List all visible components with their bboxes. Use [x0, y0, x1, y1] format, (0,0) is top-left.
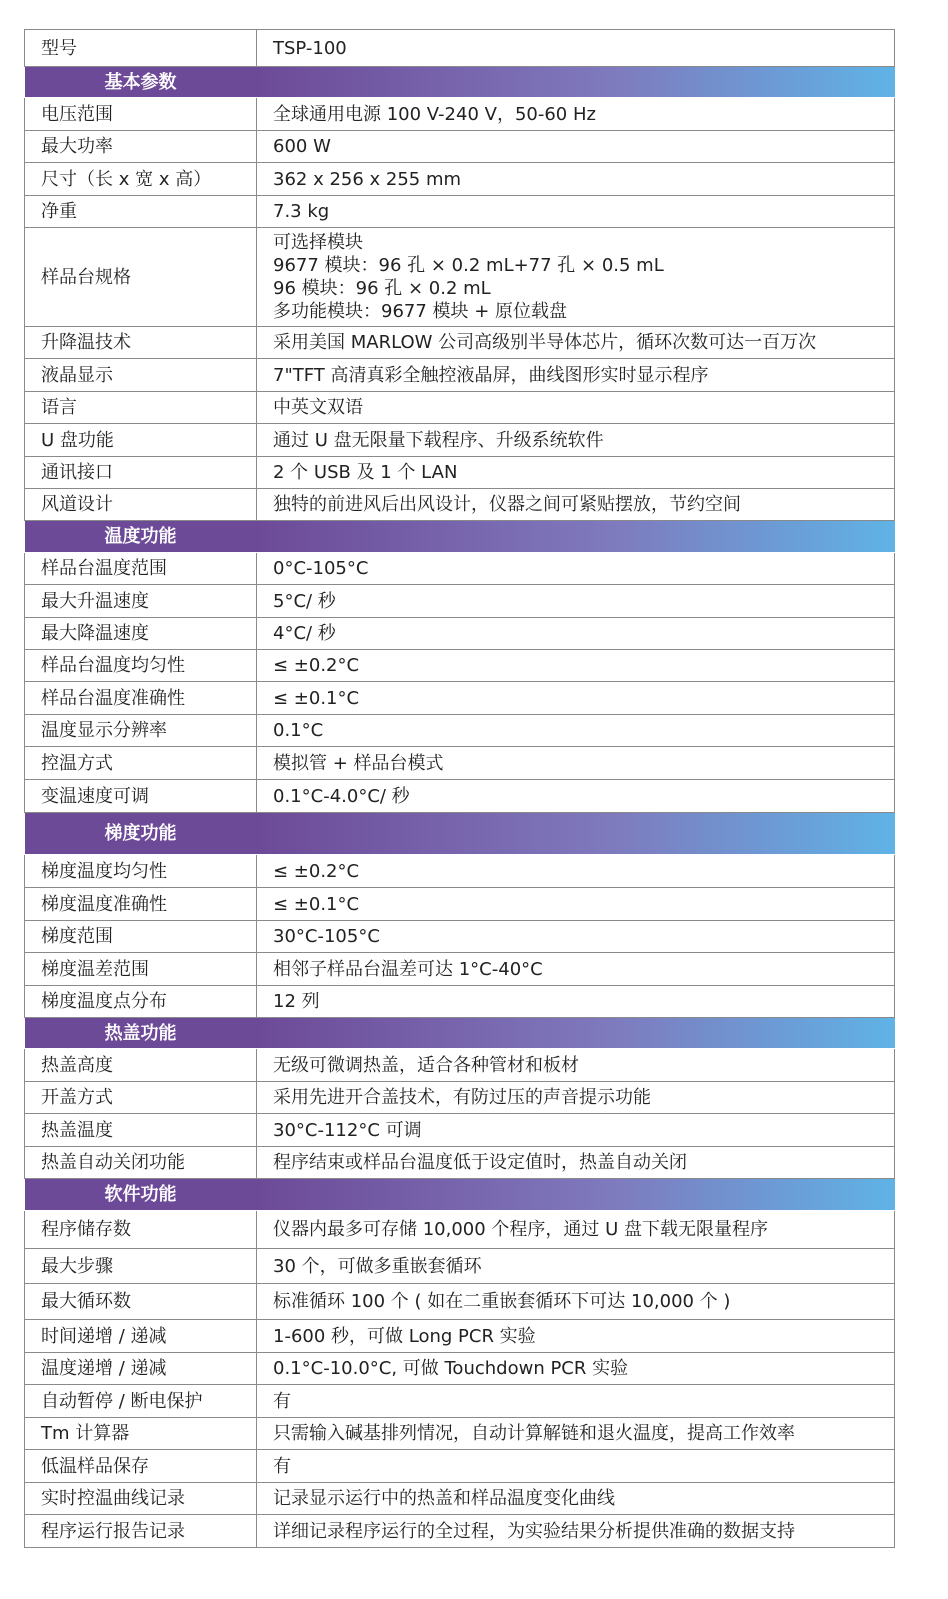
- table-row: [25, 327, 895, 359]
- table-row: [25, 650, 895, 682]
- row-value: 记录显示运行中的热盖和样品温度变化曲线: [257, 1483, 895, 1515]
- table-row: [25, 1320, 895, 1353]
- row-key: 实时控温曲线记录: [25, 1483, 257, 1515]
- spec-table: [24, 29, 895, 1548]
- row-key: 时间递增 / 递减: [25, 1320, 257, 1353]
- row-value: 无级可微调热盖，适合各种管材和板材: [257, 1049, 895, 1082]
- table-row: [25, 1515, 895, 1548]
- row-value: 7.3 kg: [257, 196, 895, 228]
- row-key: 自动暂停 / 断电保护: [25, 1385, 257, 1418]
- row-value: 模拟管 + 样品台模式: [257, 747, 895, 780]
- section-bar: [257, 1179, 895, 1211]
- table-row: [25, 424, 895, 457]
- table-row: [25, 1418, 895, 1450]
- row-value: 相邻子样品台温差可达 1°C-40°C: [257, 953, 895, 986]
- row-key: 温度递增 / 递减: [25, 1353, 257, 1385]
- table-row: [25, 392, 895, 424]
- section-header-software: [25, 1179, 895, 1211]
- row-key: 梯度范围: [25, 921, 257, 953]
- row-value: 有: [257, 1450, 895, 1483]
- table-row: [25, 1284, 895, 1320]
- row-key: 程序运行报告记录: [25, 1515, 257, 1548]
- row-value: 只需输入碱基排列情况，自动计算解链和退火温度，提高工作效率: [257, 1418, 895, 1450]
- row-value: ≤ ±0.2°C: [257, 650, 895, 682]
- row-value: 采用美国 MARLOW 公司高级别半导体芯片，循环次数可达一百万次: [257, 327, 895, 359]
- row-key: 最大功率: [25, 131, 257, 163]
- table-row: [25, 747, 895, 780]
- table-row: [25, 1082, 895, 1114]
- row-key: 开盖方式: [25, 1082, 257, 1114]
- section-title: 梯度功能: [25, 813, 257, 855]
- section-header-gradient: [25, 813, 895, 855]
- row-value: 全球通用电源 100 V-240 V，50-60 Hz: [257, 98, 895, 131]
- model-label: 型号: [25, 30, 257, 67]
- section-bar: [257, 521, 895, 553]
- table-row: [25, 1353, 895, 1385]
- row-key: 控温方式: [25, 747, 257, 780]
- table-row: [25, 715, 895, 747]
- row-value: 中英文双语: [257, 392, 895, 424]
- row-value: ≤ ±0.2°C: [257, 855, 895, 888]
- row-value: ≤ ±0.1°C: [257, 682, 895, 715]
- section-title: 热盖功能: [25, 1018, 257, 1049]
- table-row: [25, 953, 895, 986]
- row-key: 最大升温速度: [25, 585, 257, 618]
- row-key: 样品台温度准确性: [25, 682, 257, 715]
- row-value: 通过 U 盘无限量下载程序、升级系统软件: [257, 424, 895, 457]
- table-row: [25, 228, 895, 327]
- row-key: 热盖高度: [25, 1049, 257, 1082]
- row-key: 最大降温速度: [25, 618, 257, 650]
- row-key: U 盘功能: [25, 424, 257, 457]
- row-value: 7"TFT 高清真彩全触控液晶屏，曲线图形实时显示程序: [257, 359, 895, 392]
- section-title: 软件功能: [25, 1179, 257, 1211]
- table-row: [25, 1249, 895, 1284]
- table-row: [25, 1385, 895, 1418]
- model-value: TSP-100: [257, 30, 895, 67]
- table-row: [25, 585, 895, 618]
- row-value: 采用先进开合盖技术，有防过压的声音提示功能: [257, 1082, 895, 1114]
- row-key: 液晶显示: [25, 359, 257, 392]
- row-value: 30°C-105°C: [257, 921, 895, 953]
- table-row: [25, 1114, 895, 1147]
- table-row: [25, 359, 895, 392]
- row-key: 低温样品保存: [25, 1450, 257, 1483]
- row-key: 升降温技术: [25, 327, 257, 359]
- section-bar: [257, 1018, 895, 1049]
- row-key: 尺寸（长 x 宽 x 高）: [25, 163, 257, 196]
- row-key: 梯度温差范围: [25, 953, 257, 986]
- row-key: 通讯接口: [25, 457, 257, 489]
- table-row: [25, 921, 895, 953]
- row-value: 0.1°C-4.0°C/ 秒: [257, 780, 895, 813]
- row-value: 独特的前进风后出风设计，仪器之间可紧贴摆放，节约空间: [257, 489, 895, 521]
- table-row: [25, 1147, 895, 1179]
- row-key: 变温速度可调: [25, 780, 257, 813]
- row-value-line: 多功能模块：9677 模块 + 原位载盘: [273, 301, 568, 322]
- row-key: 风道设计: [25, 489, 257, 521]
- row-value: 程序结束或样品台温度低于设定值时，热盖自动关闭: [257, 1147, 895, 1179]
- row-key: 样品台规格: [25, 228, 257, 327]
- section-bar: [257, 813, 895, 855]
- row-value-line: 9677 模块：96 孔 × 0.2 mL+77 孔 × 0.5 mL: [273, 255, 664, 276]
- section-title: 温度功能: [25, 521, 257, 553]
- section-title: 基本参数: [25, 67, 257, 98]
- row-key: 净重: [25, 196, 257, 228]
- row-value: 2 个 USB 及 1 个 LAN: [257, 457, 895, 489]
- table-row: [25, 131, 895, 163]
- row-value: 30°C-112°C 可调: [257, 1114, 895, 1147]
- row-value-line: 可选择模块: [273, 232, 363, 253]
- row-value: 标准循环 100 个 ( 如在二重嵌套循环下可达 10,000 个 ): [257, 1284, 895, 1320]
- table-row: [25, 163, 895, 196]
- row-key: 程序储存数: [25, 1211, 257, 1249]
- row-key: 梯度温度点分布: [25, 986, 257, 1018]
- table-row: [25, 1211, 895, 1249]
- row-value: 1-600 秒，可做 Long PCR 实验: [257, 1320, 895, 1353]
- row-value-line: 96 模块：96 孔 × 0.2 mL: [273, 278, 491, 299]
- row-key: 样品台温度范围: [25, 553, 257, 585]
- table-row: [25, 457, 895, 489]
- section-bar: [257, 67, 895, 98]
- row-key: 电压范围: [25, 98, 257, 131]
- table-row: [25, 780, 895, 813]
- row-value: 4°C/ 秒: [257, 618, 895, 650]
- row-key: 样品台温度均匀性: [25, 650, 257, 682]
- row-value-multiline: [257, 228, 895, 327]
- row-value: 0.1°C-10.0°C, 可做 Touchdown PCR 实验: [257, 1353, 895, 1385]
- table-row: [25, 986, 895, 1018]
- table-row: [25, 1483, 895, 1515]
- row-key: 最大步骤: [25, 1249, 257, 1284]
- row-key: 温度显示分辨率: [25, 715, 257, 747]
- row-value: 30 个，可做多重嵌套循环: [257, 1249, 895, 1284]
- row-key: 梯度温度均匀性: [25, 855, 257, 888]
- row-key: Tm 计算器: [25, 1418, 257, 1450]
- row-key: 热盖自动关闭功能: [25, 1147, 257, 1179]
- table-row: [25, 618, 895, 650]
- table-row: [25, 98, 895, 131]
- row-value: 有: [257, 1385, 895, 1418]
- section-header-basic: [25, 67, 895, 98]
- table-row: [25, 553, 895, 585]
- table-row: [25, 682, 895, 715]
- row-key: 语言: [25, 392, 257, 424]
- row-value: 0.1°C: [257, 715, 895, 747]
- row-value: 362 x 256 x 255 mm: [257, 163, 895, 196]
- row-value: 600 W: [257, 131, 895, 163]
- row-value: 仪器内最多可存储 10,000 个程序，通过 U 盘下载无限量程序: [257, 1211, 895, 1249]
- section-header-lid: [25, 1018, 895, 1049]
- table-row: [25, 196, 895, 228]
- row-value: ≤ ±0.1°C: [257, 888, 895, 921]
- row-value: 12 列: [257, 986, 895, 1018]
- table-row: [25, 855, 895, 888]
- table-row: [25, 1450, 895, 1483]
- row-value: 0°C-105°C: [257, 553, 895, 585]
- table-row: [25, 489, 895, 521]
- row-value: 详细记录程序运行的全过程，为实验结果分析提供准确的数据支持: [257, 1515, 895, 1548]
- table-row: [25, 888, 895, 921]
- section-header-temperature: [25, 521, 895, 553]
- row-value: 5°C/ 秒: [257, 585, 895, 618]
- model-row: [25, 30, 895, 67]
- row-key: 热盖温度: [25, 1114, 257, 1147]
- table-row: [25, 1049, 895, 1082]
- row-key: 最大循环数: [25, 1284, 257, 1320]
- row-key: 梯度温度准确性: [25, 888, 257, 921]
